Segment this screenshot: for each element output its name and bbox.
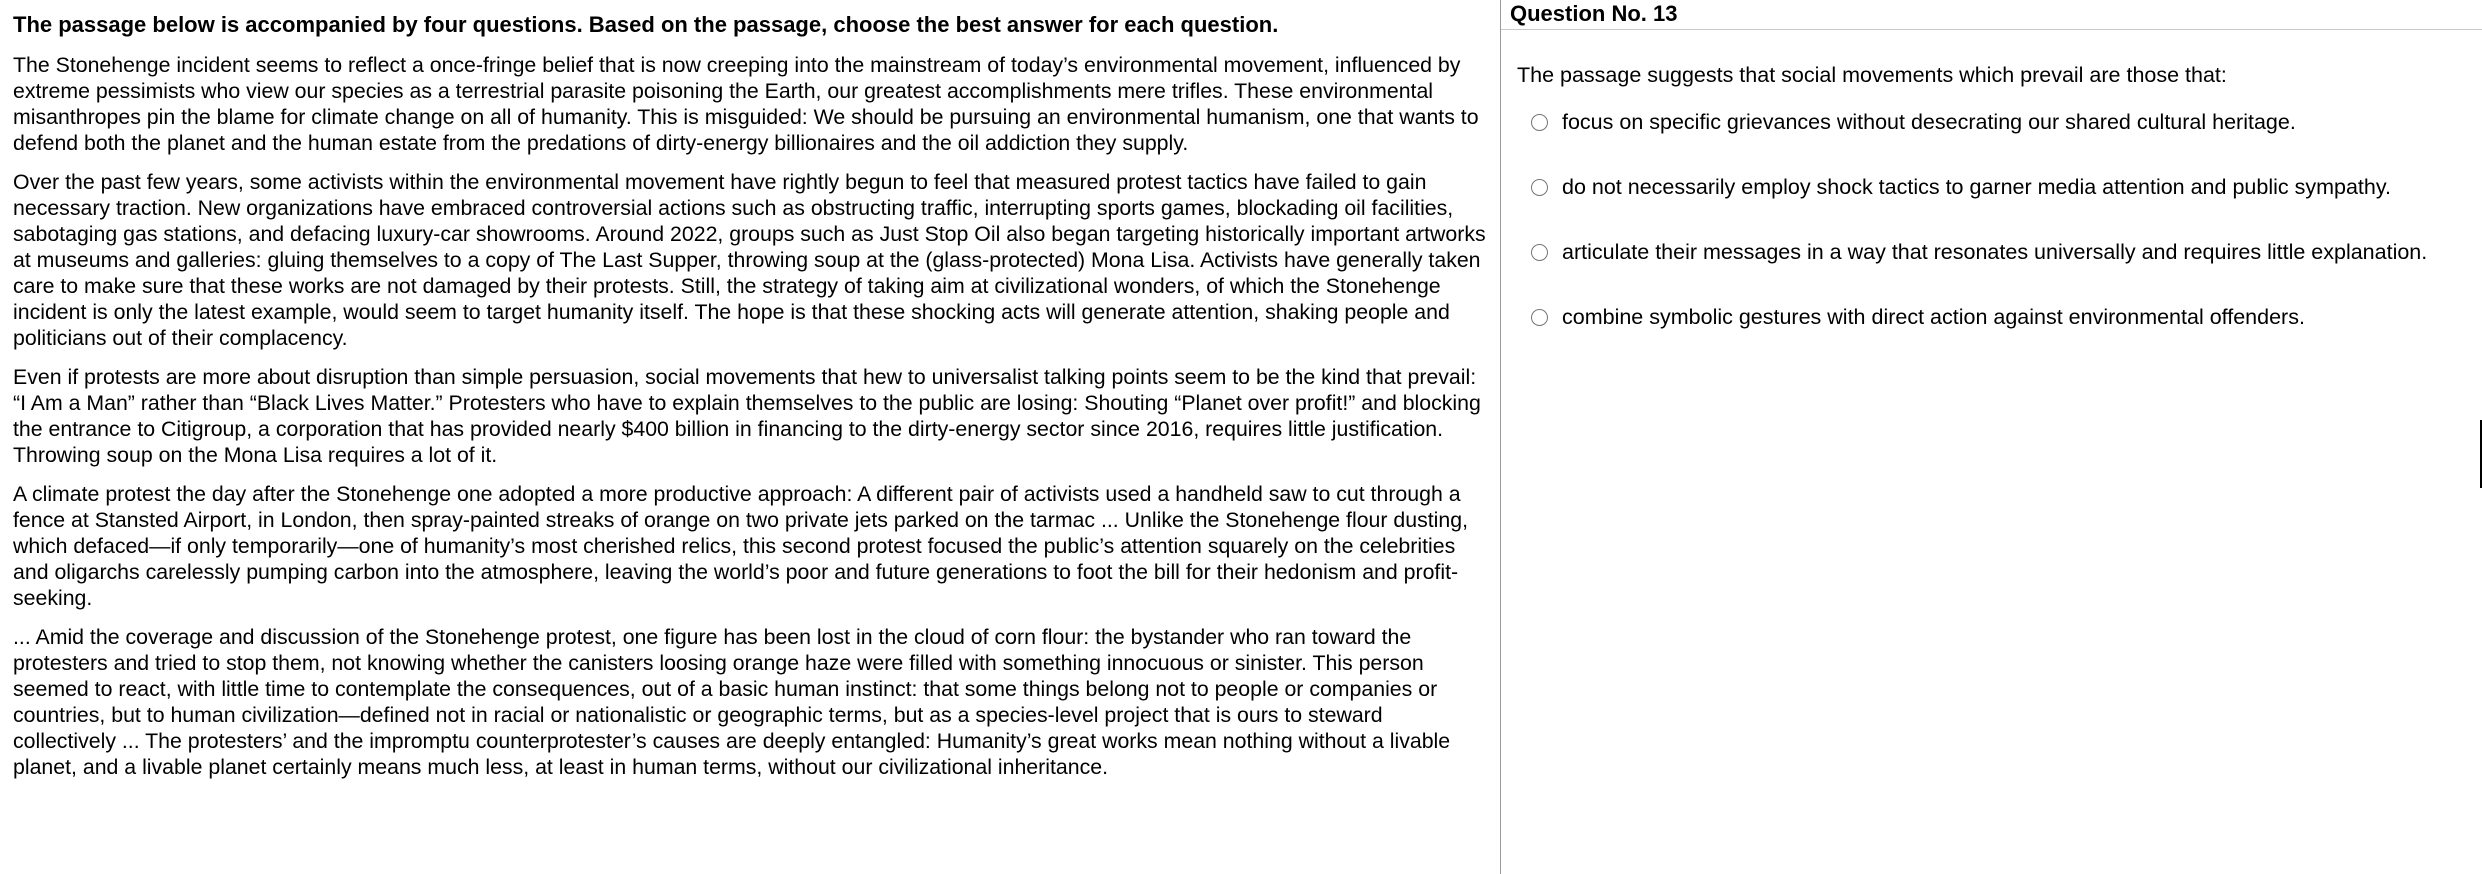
- answer-option-text: combine symbolic gestures with direct action against environmental offenders.: [1562, 305, 2305, 329]
- question-stem: The passage suggests that social movements which prevail are those that:: [1517, 63, 2227, 87]
- answer-option-3[interactable]: [1531, 239, 2427, 265]
- answer-option-text: focus on specific grievances without desecrating our shared cultural heritage.: [1562, 110, 2296, 134]
- passage-paragraph: The Stonehenge incident seems to reflect a once-fringe belief that is now creeping into the mainstream of today’s environmental movement, influenced by extreme pessimists who view our species as a terrestrial parasite poisoning the Earth, our greatest accomplishments mere trifles. These environmental misanthropes pin the blame for climate change on all of humanity. This is misguided: We should be pursuing an environmental humanism, one that wants to defend both the planet and the human estate from the predations of dirty-energy billionaires and the oil addiction they supply.: [13, 53, 1479, 155]
- answer-option-text: do not necessarily employ shock tactics to garner media attention and public sympathy.: [1562, 175, 2391, 199]
- passage-paragraph: Even if protests are more about disruption than simple persuasion, social movements that hew to universalist talking points seem to be the kind that prevail: “I Am a Man” rather than “Black Lives Matter.” Protesters who have to explain themselves to the public are losing: Shouting “Planet over profit!” and blocking the entrance to Citigroup, a corporation that has provided nearly $400 billion in financing to the dirty-energy sector since 2016, requires little justification. Throwing soup on the Mona Lisa requires a lot of it.: [13, 365, 1481, 467]
- passage-paragraph: ... Amid the coverage and discussion of the Stonehenge protest, one figure has been lost in the cloud of corn flour: the bystander who ran toward the protesters and tried to stop them, not knowing whether the canisters loosing orange haze were filled with something innocuous or sinister. This person seemed to react, with little time to contemplate the consequences, out of a basic human instinct: that some things belong not to people or companies or countries, but to human civilization—defined not in racial or nationalistic or geographic terms, but as a species-level project that is ours to steward collectively ... The protesters’ and the impromptu counterprotester’s causes are deeply entangled: Humanity’s great works mean nothing without a livable planet, and a livable planet certainly means much less, at least in human terms, without our civilizational inheritance.: [13, 625, 1451, 779]
- radio-button-icon[interactable]: [1531, 309, 1548, 326]
- passage-instructions: The passage below is accompanied by four questions. Based on the passage, choose the best answer for each question.: [13, 12, 1279, 37]
- passage-paragraph: Over the past few years, some activists within the environmental movement have rightly begun to feel that measured protest tactics have failed to gain necessary traction. New organizations have embraced controversial actions such as obstructing traffic, interrupting sports games, blockading oil facilities, sabotaging gas stations, and defacing luxury-car showrooms. Around 2022, groups such as Just Stop Oil also began targeting historically important artworks at museums and galleries: gluing themselves to a copy of The Last Supper, throwing soup at the (glass-protected) Mona Lisa. Activists have generally taken care to make sure that these works are not damaged by their protests. Still, the strategy of taking aim at civilizational wonders, of which the Stonehenge incident is only the latest example, would seem to target humanity itself. The hope is that these shocking acts will generate attention, shaking people and politicians out of their complacency.: [13, 170, 1486, 350]
- radio-button-icon[interactable]: [1531, 244, 1548, 261]
- answer-option-4[interactable]: [1531, 304, 2305, 330]
- radio-button-icon[interactable]: [1531, 179, 1548, 196]
- passage-paragraph: A climate protest the day after the Stonehenge one adopted a more productive approach: A different pair of activists used a handheld saw to cut through a fence at Stansted Airport, in London, then spray-painted streaks of orange on two private jets parked on the tarmac ... Unlike the Stonehenge flour dusting, which defaced—if only temporarily—one of humanity’s most cherished relics, this second protest focused the public’s attention squarely on the celebrities and oligarchs carelessly pumping carbon into the atmosphere, leaving the world’s poor and future generations to foot the bill for their hedonism and profit-seeking.: [13, 482, 1468, 610]
- radio-button-icon[interactable]: [1531, 114, 1548, 131]
- question-pane: [1501, 0, 2482, 874]
- question-number: Question No. 13: [1501, 0, 2482, 30]
- answer-option-2[interactable]: [1531, 174, 2391, 200]
- answer-option-1[interactable]: [1531, 109, 2296, 135]
- answer-option-text: articulate their messages in a way that resonates universally and requires little explanation.: [1562, 240, 2428, 264]
